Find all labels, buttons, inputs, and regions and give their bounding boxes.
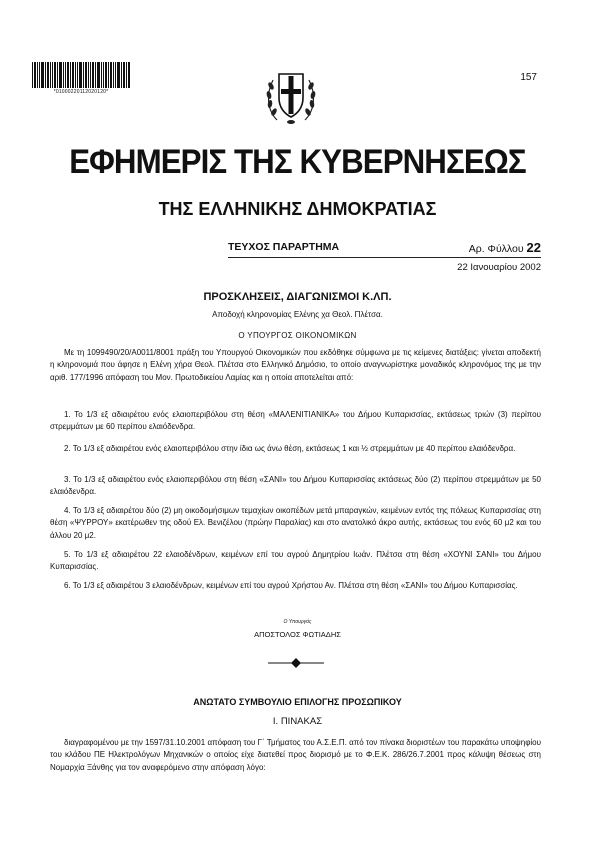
list-item: 3. Το 1/3 εξ αδιαιρέτου ενός ελαιοπεριβόλου στη θέση «ΣΑΝΙ» του Δήμου Κυπαρισσίας εκτάσεως δύο (2) περίπου στρεμμάτων με 50 ελαιόδενδρα. (50, 475, 541, 497)
barcode (32, 62, 130, 88)
section-title: ΠΡΟΣΚΛΗΣΕΙΣ, ΔΙΑΓΩΝΙΣΜΟΙ Κ.ΛΠ. (203, 291, 392, 303)
barcode-number: *01000220112020120* (53, 89, 109, 95)
issue-date: 22 Ιανουαρίου 2002 (457, 262, 541, 273)
council-subtitle: Ι. ΠΙΝΑΚΑΣ (272, 716, 323, 727)
diamond-separator-icon (268, 656, 324, 670)
list-item: 2. Το 1/3 εξ αδιαιρέτου ενός ελαιοπεριβόλου στην ίδια ως άνω θέση, εκτάσεως 1 και ½ στρεμμάτων με 40 περίπου ελαιόδενδρα. (64, 444, 516, 453)
gazette-title: ΕΦΗΜΕΡΙΣ ΤΗΣ ΚΥΒΕΡΝΗΣΕΩΣ (69, 143, 526, 181)
list-item: 1. Το 1/3 εξ αδιαιρέτου ενός ελαιοπεριβόλου στη θέση «ΜΑΛΕΝΙΤΙΑΝΙΚΑ» του Δήμου Κυπαρισσίας, εκτάσεως τριών (3) περίπου στρεμμάτων με 60 περίπου ελαιόδενδρα. (50, 410, 541, 432)
sheet-label: Αρ. Φύλλου (468, 243, 524, 255)
list-item: 5. Το 1/3 εξ αδιαιρέτου 22 ελαιοδένδρων, κειμένων επί του αγρού Δημητρίου Ιωάν. Πλέτσα στη θέση «ΧΟΥΝΙ ΣΑΝΙ» του Δήμου Κυπαρισσίας. (50, 550, 541, 572)
greek-coat-of-arms-icon (263, 64, 319, 130)
issue-type: ΤΕΥΧΟΣ ΠΑΡΑΡΤΗΜΑ (228, 241, 340, 253)
page-number: 157 (520, 72, 537, 83)
intro-paragraph: Με τη 1099490/20/Α0011/8001 πράξη του Υπουργού Οικονομικών που εκδόθηκε σύμφωνα με τις κείμενες διατάξεις: γίνεται αποδεκτή η κληρονομιά που άφησε η Ελένη χήρα Θεολ. Πλέτσα στο Ελληνικό Δημόσιο, το οποίο αναγνωρίστηκε μοναδικός κληρονόμος της με την αριθ. 177/1996 απόφαση του Μον. Πρωτοδικείου Λαμίας και η οποία αποτελείται από: (50, 348, 541, 382)
signature-role: Ο Υπουργός (283, 619, 312, 625)
sheet-number: 22 (526, 240, 541, 255)
signature-name: ΑΠΟΣΤΟΛΟΣ ΦΩΤΙΑΔΗΣ (254, 630, 341, 639)
header-divider (228, 257, 541, 258)
gazette-subtitle: ΤΗΣ ΕΛΛΗΝΙΚΗΣ ΔΗΜΟΚΡΑΤΙΑΣ (158, 199, 437, 219)
list-item: 4. Το 1/3 εξ αδιαιρέτου δύο (2) μη οικοδομήσιμων τεμαχίων οικοπέδων μετά μπαραγκών, κειμένων εντός της πόλεως Κυπαρισσίας στη θέση «ΨΥΡΡΟΥ» εκατέρωθεν της οδού Ελ. Βενιζέλου (πρώην Παραλίας) και στο ανατολικό άκρο αυτής, εκτάσεως του ενός 60 μ2 και του άλλου 20 μ2. (50, 506, 541, 540)
council-title: ΑΝΩΤΑΤΟ ΣΥΜΒΟΥΛΙΟ ΕΠΙΛΟΓΗΣ ΠΡΟΣΩΠΙΚΟΥ (193, 697, 402, 707)
council-paragraph: διαγραφομένου με την 1597/31.10.2001 απόφαση του Γ΄ Τμήματος του Α.Σ.Ε.Π. από τον πίνακα διοριστέων του παρακάτω υποψηφίου του κλάδου ΠΕ Ηλεκτρολόγων Μηχανικών ο οποίος είχε διατεθεί προς διορισμό με το Φ.Ε.Κ. 286/26.7.2001 προς κάλυψη θέσεως στη Νομαρχία Ξάνθης για τον αναφερόμενο στην απόφαση λόγο: (50, 738, 541, 772)
section-subtitle: Αποδοχή κληρονομίας Ελένης χα Θεολ. Πλέτσα. (212, 310, 383, 319)
issuer-heading: Ο ΥΠΟΥΡΓΟΣ ΟΙΚΟΝΟΜΙΚΩΝ (238, 331, 357, 340)
list-item: 6. Το 1/3 εξ αδιαιρέτου 3 ελαιοδένδρων, κειμένων επί του αγρού Χρήστου Αν. Πλέτσα στη θέση «ΣΑΝΙ» του Δήμου Κυπαρισσίας. (64, 581, 518, 590)
sheet-number-line (469, 240, 541, 255)
